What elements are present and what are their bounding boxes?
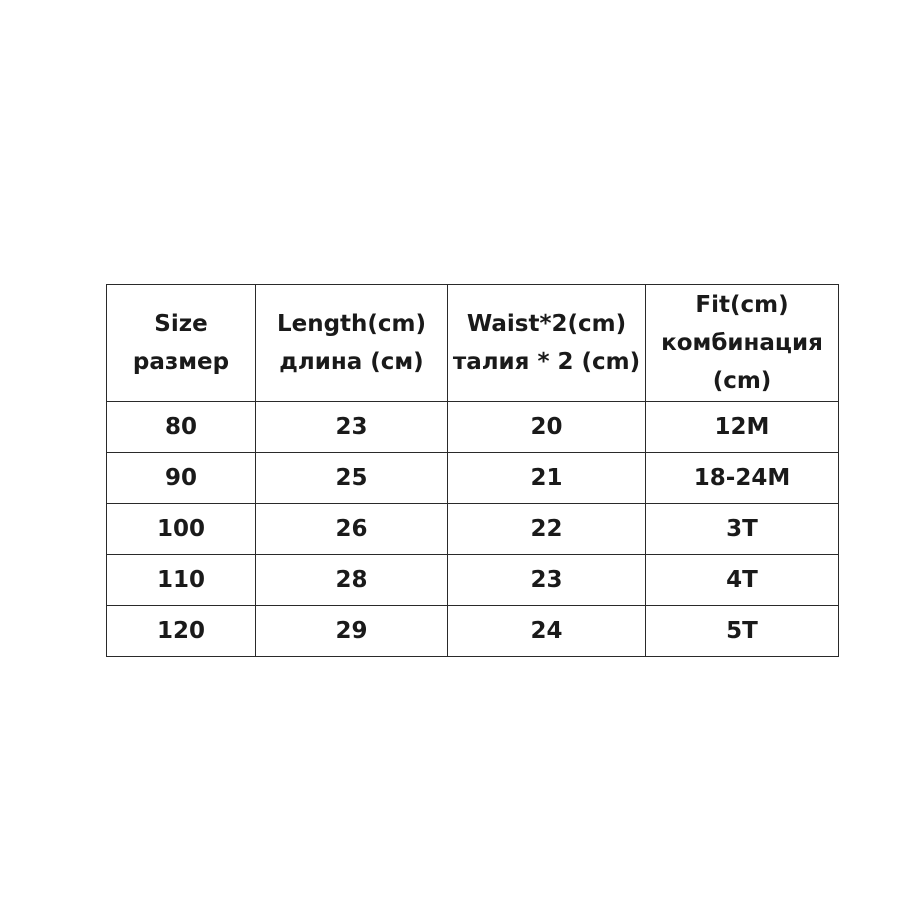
cell-fit: 4T xyxy=(646,555,839,606)
cell-size: 100 xyxy=(107,504,256,555)
table-header-row xyxy=(107,285,839,402)
cell-waist: 22 xyxy=(448,504,646,555)
cell-size: 80 xyxy=(107,402,256,453)
cell-length: 25 xyxy=(256,453,448,504)
header-waist-en: Waist*2(cm) xyxy=(466,311,627,337)
cell-fit: 12M xyxy=(646,402,839,453)
cell-fit: 3T xyxy=(646,504,839,555)
cell-fit: 5T xyxy=(646,606,839,657)
header-length-ru: длина (см) xyxy=(279,349,424,375)
cell-length: 29 xyxy=(256,606,448,657)
cell-waist: 24 xyxy=(448,606,646,657)
header-length-en: Length(cm) xyxy=(276,311,427,337)
cell-size: 90 xyxy=(107,453,256,504)
header-fit-unit: (cm) xyxy=(712,368,772,394)
cell-size: 120 xyxy=(107,606,256,657)
cell-length: 23 xyxy=(256,402,448,453)
header-fit-ru: комбинация xyxy=(661,330,823,356)
cell-waist: 20 xyxy=(448,402,646,453)
header-length xyxy=(256,285,448,402)
header-fit xyxy=(646,285,839,402)
table-row xyxy=(107,606,839,657)
cell-length: 26 xyxy=(256,504,448,555)
header-waist-ru: талия * 2 (cm) xyxy=(452,349,641,375)
header-size xyxy=(107,285,256,402)
table-row xyxy=(107,555,839,606)
cell-waist: 21 xyxy=(448,453,646,504)
cell-size: 110 xyxy=(107,555,256,606)
header-waist xyxy=(448,285,646,402)
cell-waist: 23 xyxy=(448,555,646,606)
header-fit-en: Fit(cm) xyxy=(695,292,789,318)
size-chart-table xyxy=(106,284,839,657)
cell-fit: 18-24M xyxy=(646,453,839,504)
header-size-en: Size xyxy=(154,311,208,337)
header-size-ru: размер xyxy=(132,349,230,375)
table-row xyxy=(107,453,839,504)
cell-length: 28 xyxy=(256,555,448,606)
table-row xyxy=(107,504,839,555)
table-row xyxy=(107,402,839,453)
